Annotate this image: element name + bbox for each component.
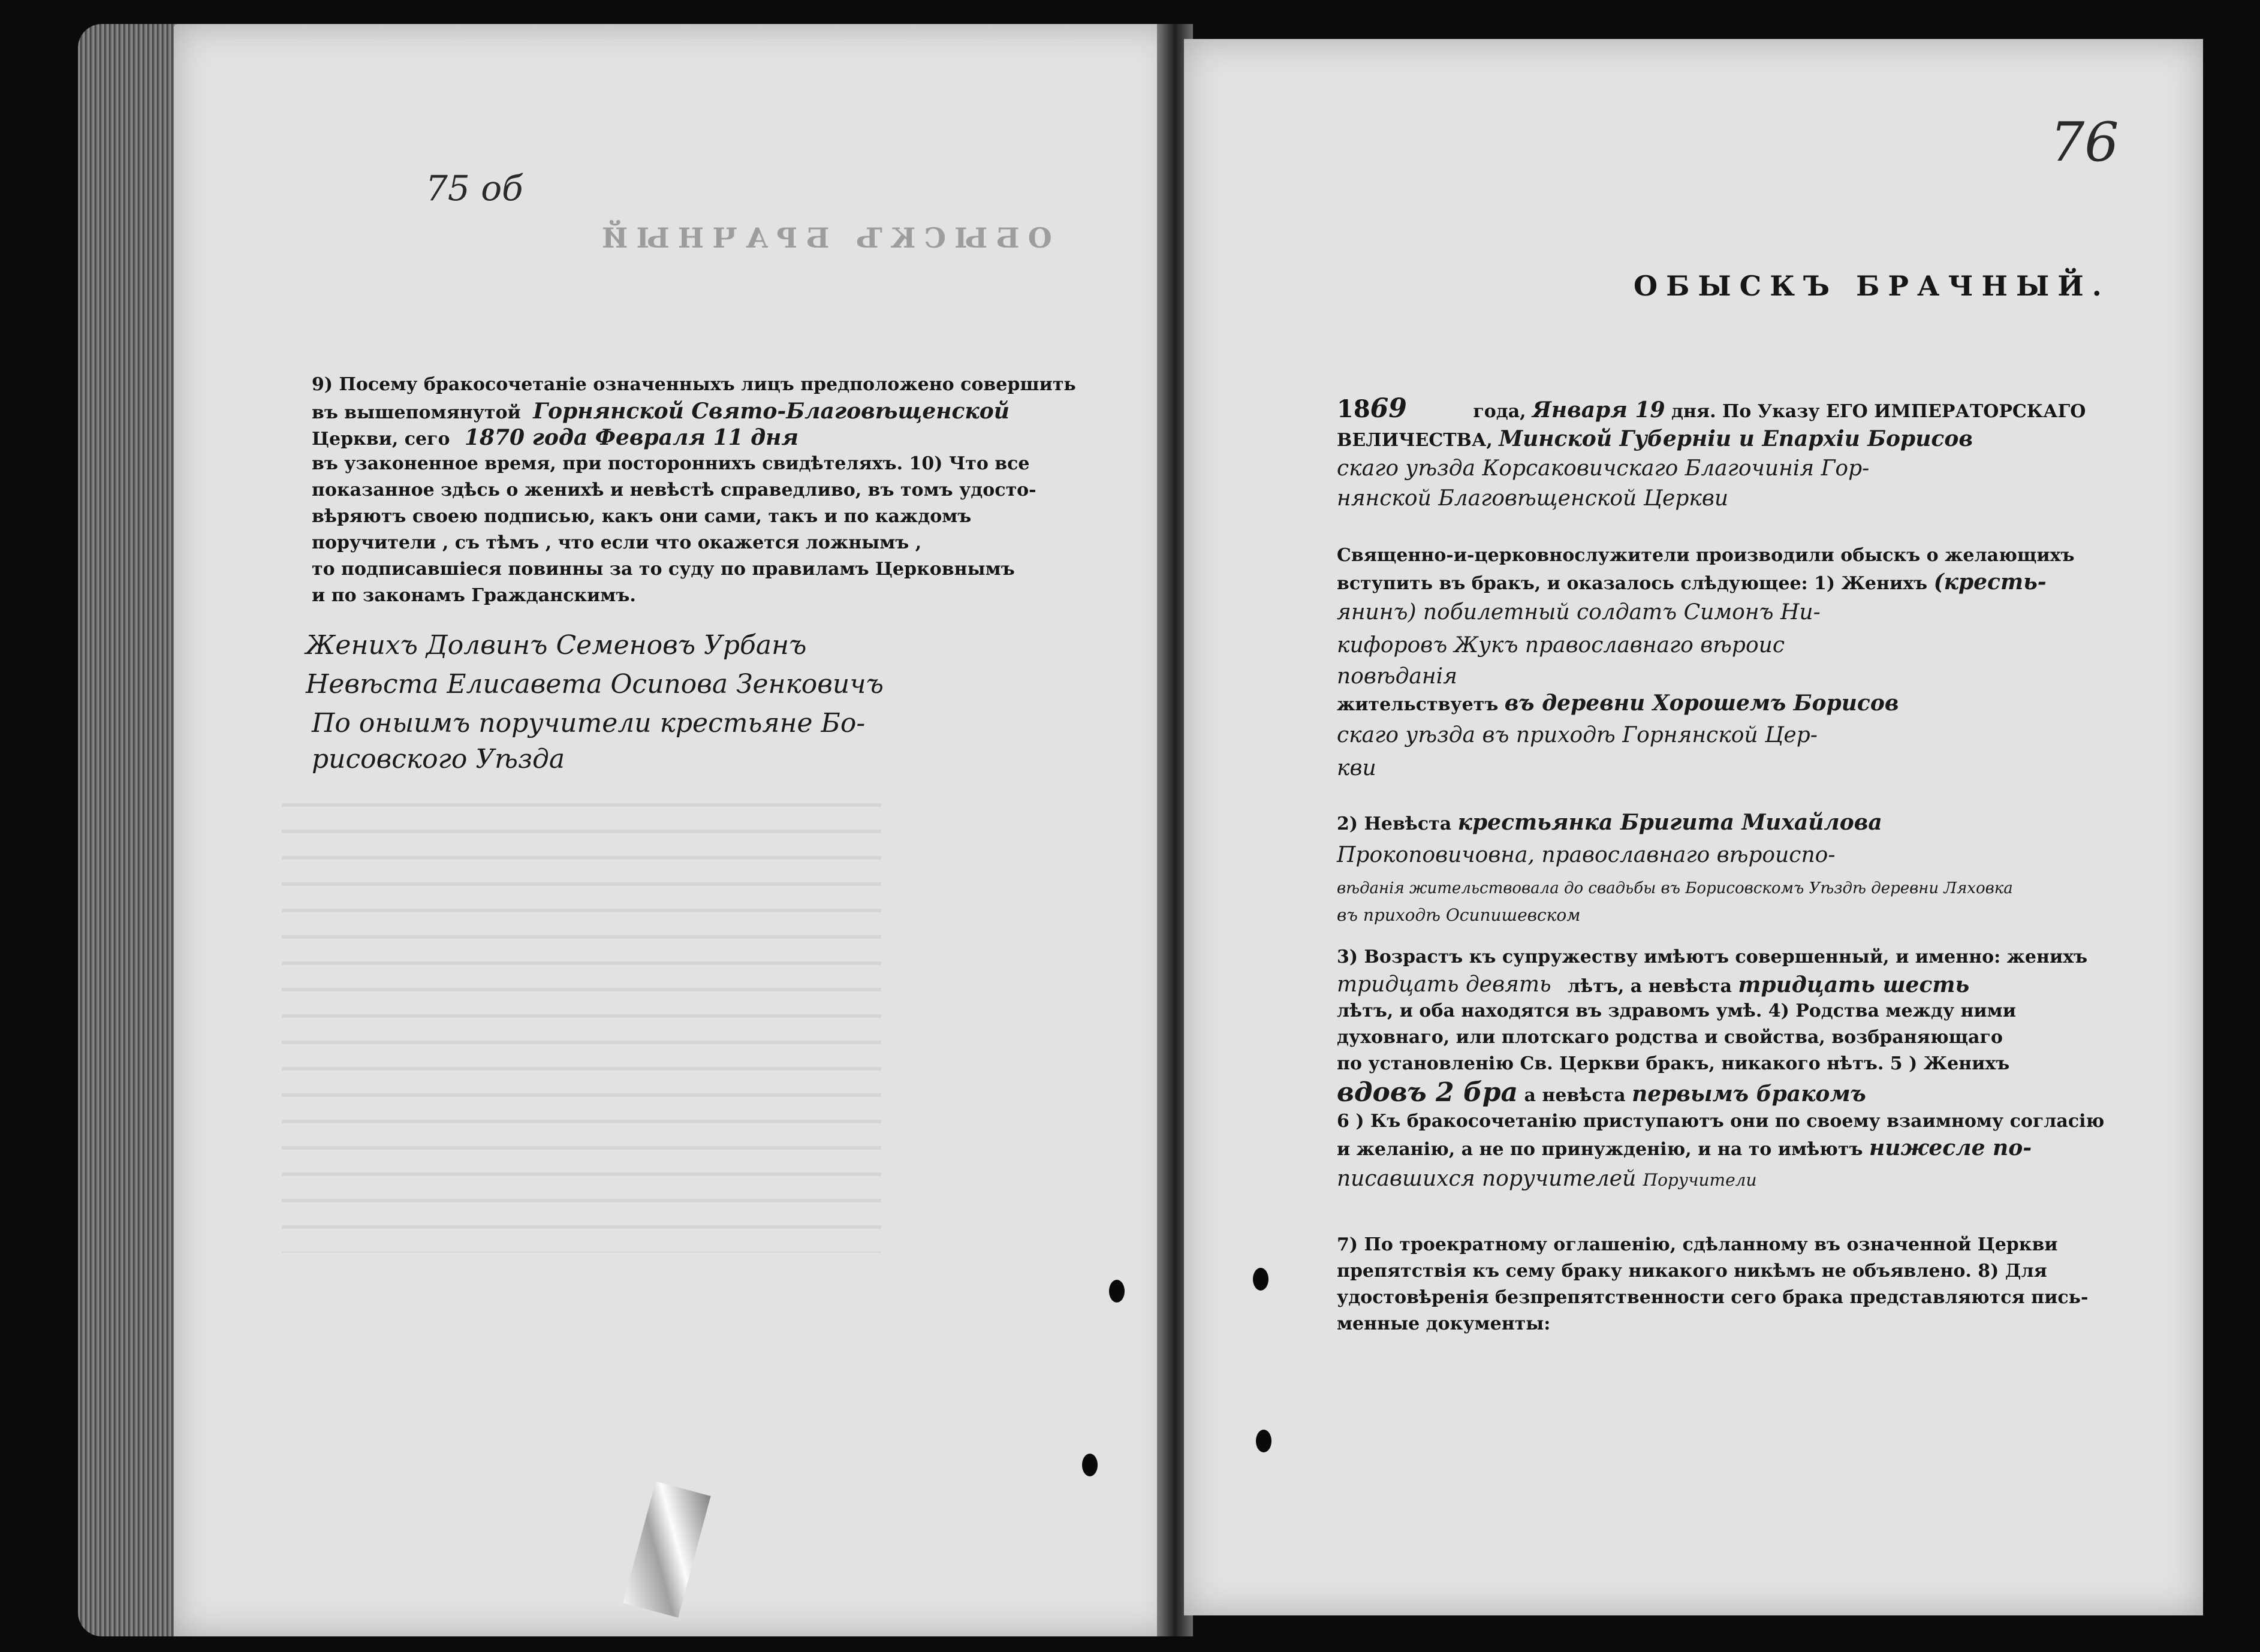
right-hw-line-16: въ приходѣ Осипишевском	[1337, 905, 1581, 925]
right-line-7: жительствуетъ въ деревни Хорошемъ Борисов	[1337, 691, 1899, 716]
right-line-11: лѣтъ, и оба находятся въ здравомъ умѣ. 4) Родства между ними	[1337, 1000, 2016, 1021]
right-line-15: 6 ) Къ бракосочетанію приступаютъ они по своему взаимному согласію	[1337, 1111, 2105, 1132]
right-hw-line-4: нянской Благовѣщенской Церкви	[1337, 486, 1729, 511]
binding-hole	[1253, 1268, 1268, 1291]
left-hw-district: рисовского Уѣзда	[312, 744, 565, 774]
right-hw-bride: крестьянка Бригита Михайлова	[1457, 810, 1882, 835]
right-line-6: вступить въ бракъ, и оказалось слѣдующее: 1) Женихъ (кресть-	[1337, 569, 2047, 595]
right-line-12: духовнаго, или плотскаго родства и свойства, возбраняющаго	[1337, 1027, 2003, 1048]
right-hw-guarantors: Поручители	[1643, 1170, 1757, 1190]
left-line-5: показанное здѣсь о женихѣ и невѣстѣ справедливо, въ томъ удосто-	[312, 480, 1036, 501]
right-hw-first-marriage: первымъ бракомъ	[1632, 1081, 1866, 1107]
binding-hole	[1109, 1280, 1125, 1303]
left-hw-guarantors: По оныимъ поручители крестьяне Бо-	[312, 708, 866, 738]
right-hw-residence: въ деревни Хорошемъ Борисов	[1504, 691, 1899, 716]
right-line-9: 3) Возрастъ къ супружеству имѣютъ совершенный, и именно: женихъ	[1337, 946, 2088, 967]
left-line-4: въ узаконенное время, при постороннихъ свидѣтеляхъ. 10) Что все	[312, 453, 1030, 474]
right-line-2: ВЕЛИЧЕСТВА, Минской Губерніи и Епархіи Борисов	[1337, 426, 1973, 451]
left-mirror-title: ОБЫСКЪ БРАЧНЫЙ	[593, 222, 1052, 254]
right-line-19: удостовѣренія безпрепятственности сего брака представляются пись-	[1337, 1287, 2089, 1308]
right-hw-line-3: скаго уѣзда Корсаковичскаго Благочинія Гор-	[1337, 456, 1870, 481]
right-hw-line-8: кифоровъ Жукъ православнаго вѣроис	[1337, 633, 1785, 658]
right-line-18: препятствія къ сему браку никакого никѣмъ не объявлено. 8) Для	[1337, 1261, 2047, 1282]
right-hw-line-12: кви	[1337, 756, 1376, 780]
left-hw-groom: Женихъ Долвинъ Семеновъ Урбанъ	[306, 630, 807, 661]
right-hw-line-9: повѣданія	[1337, 664, 1457, 689]
right-line-10: лѣтъ, а невѣста тридцать шесть	[1568, 972, 1970, 997]
right-line-17: 7) По троекратному оглашенію, сдѣланному въ означенной Церкви	[1337, 1234, 2058, 1255]
right-hw-year: 69	[1370, 393, 1407, 424]
right-hw-line-7: янинъ) побилетный солдатъ Симонъ Ни-	[1337, 600, 1821, 625]
binding-hole	[1256, 1430, 1271, 1452]
left-line-6: вѣряютъ своею подписью, какъ они сами, такъ и по каждомъ	[312, 506, 972, 527]
right-line-16: и желанію, а не по принужденію, и на то имѣютъ нижесле по-	[1337, 1135, 2032, 1160]
right-line-20: менные документы:	[1337, 1313, 1551, 1334]
right-title: ОБЫСКЪ БРАЧНЫЙ.	[1634, 270, 2110, 302]
page-edges	[78, 24, 183, 1636]
right-hw-below: нижесле по-	[1869, 1135, 2032, 1160]
right-hw-bride-age: тридцать шесть	[1738, 972, 1970, 997]
left-line-2: въ вышепомянутой Горнянской Свято-Благовѣщенской	[312, 399, 1010, 424]
right-folio: 76	[2050, 111, 2119, 174]
binding-hole	[1082, 1454, 1098, 1476]
left-folio: 75 об	[426, 168, 523, 209]
right-line-8: 2) Невѣста крестьянка Бригита Михайлова	[1337, 810, 1882, 835]
right-hw-widower: вдовъ 2 бра	[1337, 1077, 1518, 1108]
left-hw-date: 1870 года Февраля 11 дня	[464, 425, 799, 450]
left-hw-church: Горнянской Свято-Благовѣщенской	[533, 399, 1010, 424]
left-line-7: поручители , съ тѣмъ , что если что окажется ложнымъ ,	[312, 532, 922, 553]
left-line-8: то подписавшіеся повинны за то суду по правиламъ Церковнымъ	[312, 559, 1015, 580]
right-hw-line-11: скаго уѣзда въ приходѣ Горнянской Цер-	[1337, 723, 1818, 747]
right-page	[1184, 39, 2203, 1615]
left-line-3: Церкви, сего 1870 года Февраля 11 дня	[312, 425, 799, 450]
left-line-9: и по законамъ Гражданскимъ.	[312, 585, 636, 606]
right-hw-line-14: Прокоповичовна, православнаго вѣроиспо-	[1337, 843, 1836, 867]
left-hw-bride: Невѣста Елисавета Осипова Зенковичъ	[306, 669, 884, 700]
right-line-5: Священно-и-церковнослужители производили обыскъ о желающихъ	[1337, 545, 2075, 566]
right-hw-gubernia: Минской Губерніи и Епархіи Борисов	[1499, 426, 1973, 451]
right-hw-groom-age: тридцать девять	[1337, 972, 1551, 997]
right-hw-date: Января 19	[1532, 397, 1665, 423]
right-line-14: вдовъ 2 бра а невѣста первымъ бракомъ	[1337, 1077, 1866, 1108]
right-hw-peasant: (кресть-	[1933, 569, 2047, 595]
right-hw-line-15: вѣданія жительствовала до свадьбы въ Борисовскомъ Уѣздѣ деревни Ляховка	[1337, 879, 2013, 897]
left-page	[174, 24, 1175, 1636]
right-line-1: 1869 года, Января 19 дня. По Указу ЕГО ИМПЕРАТОРСКАГО	[1337, 393, 2086, 424]
left-line-1: 9) Посему бракосочетаніе означенныхъ лицъ предположено совершить	[312, 374, 1076, 395]
bleed-through-text	[282, 803, 881, 1253]
right-line-13: по установленію Св. Церкви бракъ, никакого нѣтъ. 5 ) Женихъ	[1337, 1053, 2010, 1074]
right-hw-line-22: писавшихся поручителей Поручители	[1337, 1166, 1757, 1191]
